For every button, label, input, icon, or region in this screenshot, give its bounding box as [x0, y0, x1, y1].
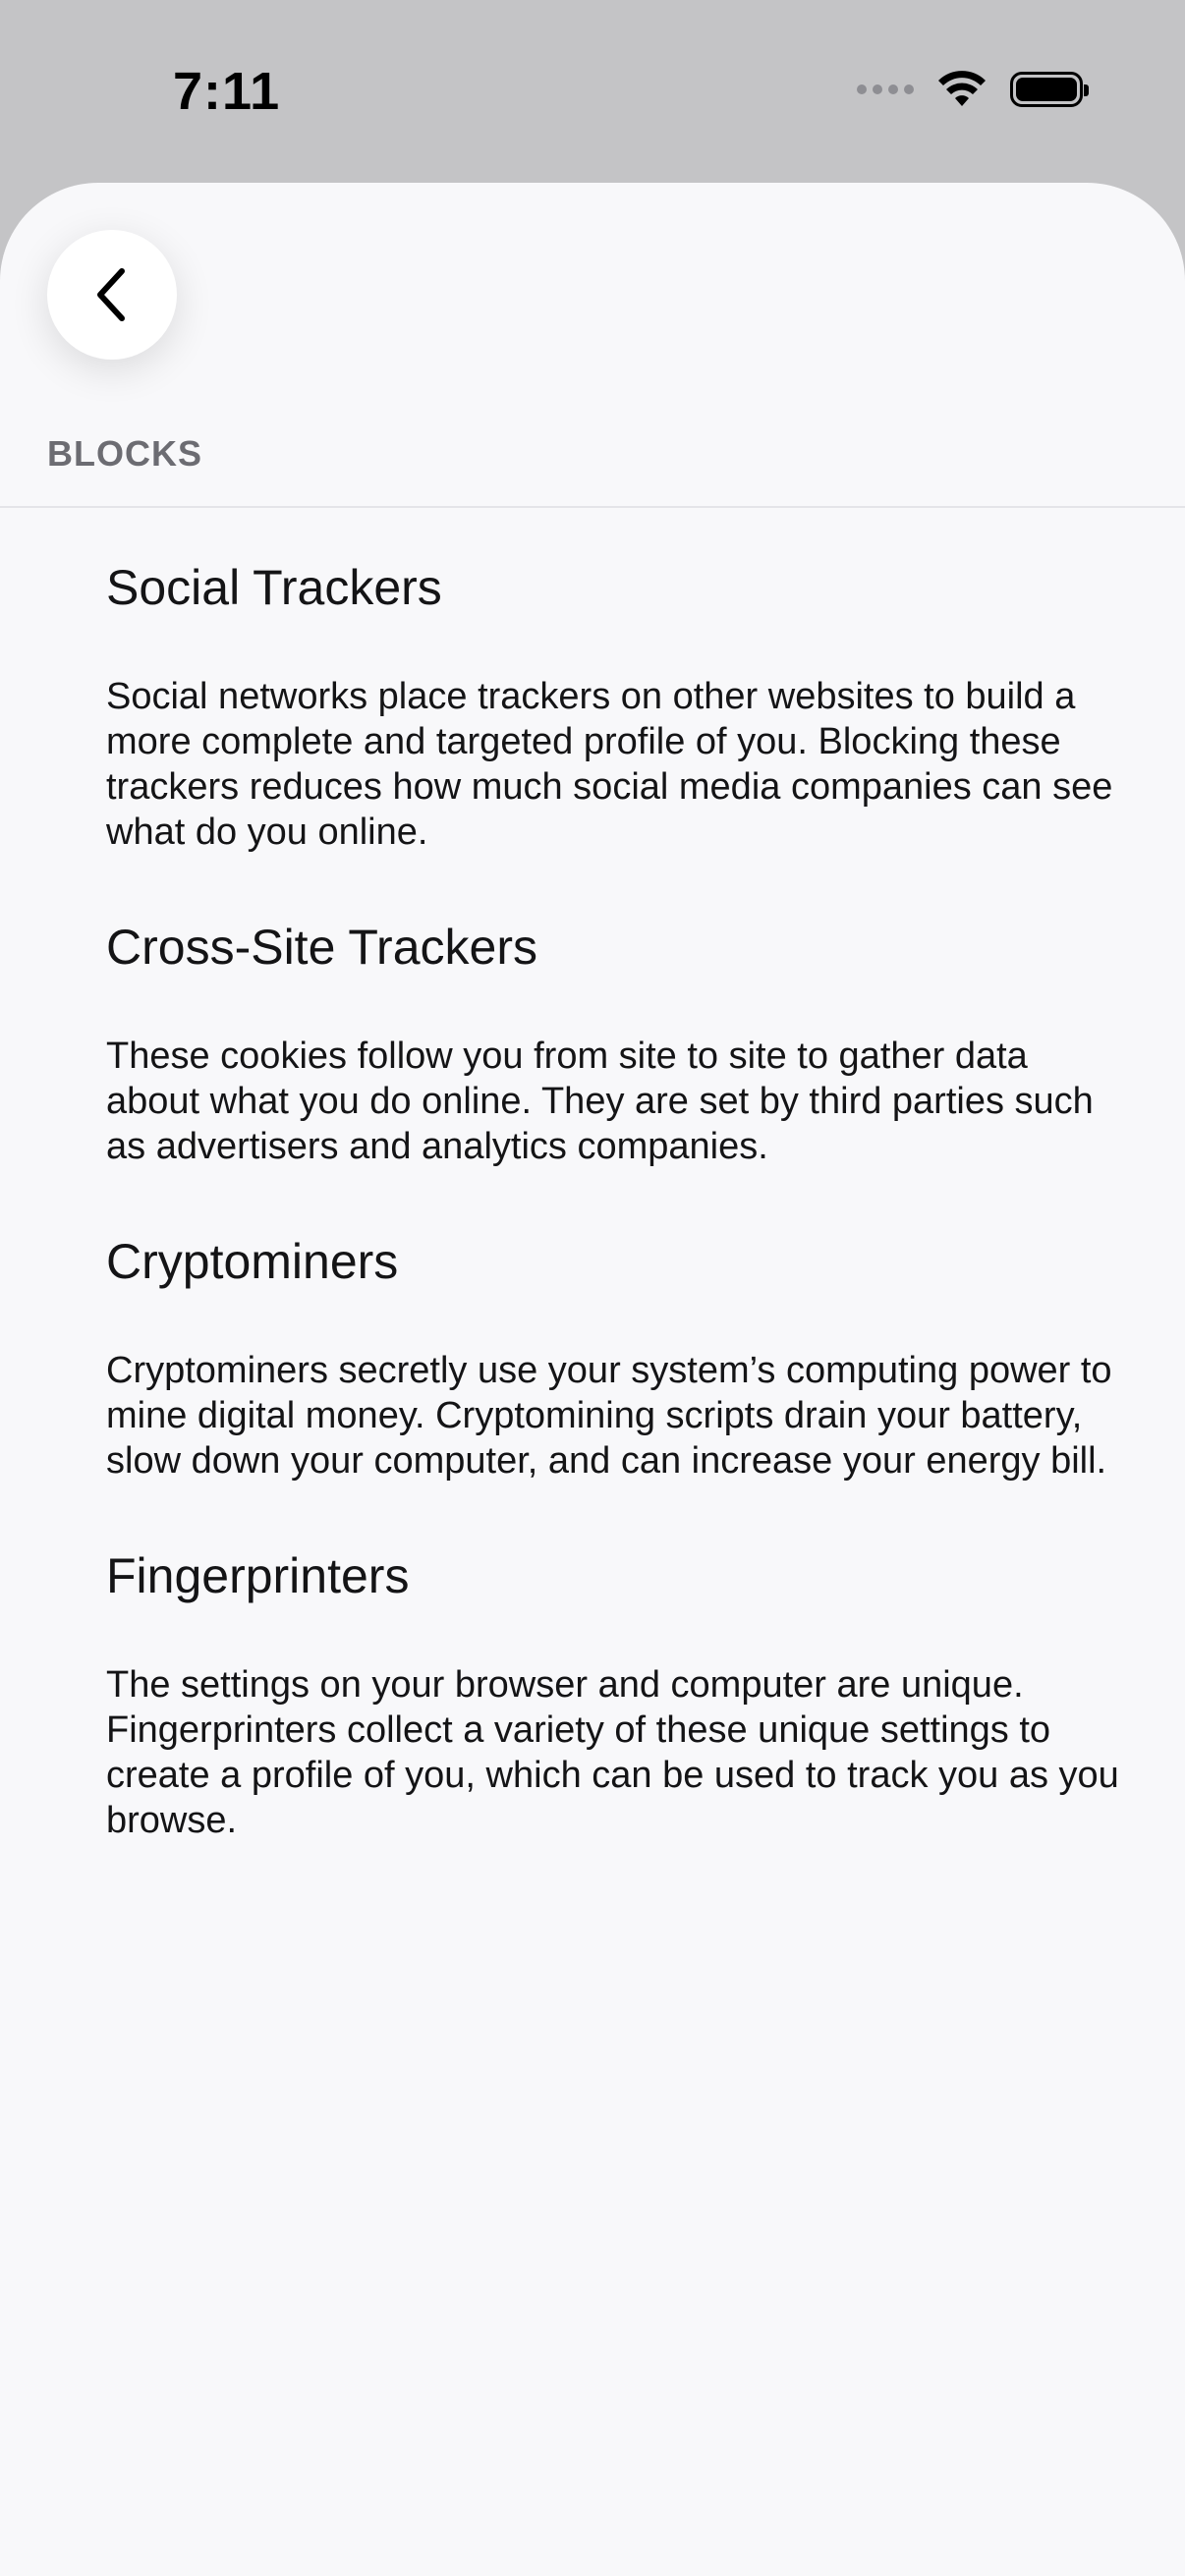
block-description: These cookies follow you from site to site to gather data about what you do online. They are set by third parties such as advertisers and analytics companies. [106, 1036, 1094, 1167]
wifi-icon [937, 71, 987, 108]
divider [0, 506, 1185, 508]
block-title: Fingerprinters [106, 1548, 410, 1603]
chevron-left-icon [92, 265, 132, 324]
block-description: The settings on your browser and computer are unique. Fingerprinters collect a variety of these unique settings to create a profile of you, which can be used to track you as you browse. [106, 1664, 1119, 1841]
status-indicators [857, 71, 1083, 108]
battery-icon [1010, 72, 1083, 107]
block-item-cross-site-trackers [106, 918, 1128, 1169]
status-time: 7:11 [173, 62, 281, 121]
status-bar [0, 0, 1185, 187]
block-title: Cryptominers [106, 1234, 399, 1289]
block-description: Cryptominers secretly use your system’s computing power to mine digital money. Cryptomining scripts drain your battery, slow down your computer, and can increase your energy bill. [106, 1350, 1112, 1482]
block-title: Social Trackers [106, 560, 442, 615]
blocks-sheet [0, 183, 1185, 2576]
block-title: Cross-Site Trackers [106, 920, 537, 975]
section-header: BLOCKS [47, 433, 202, 474]
back-button[interactable] [47, 230, 177, 360]
block-item-social-trackers [106, 558, 1128, 855]
block-item-fingerprinters [106, 1546, 1128, 1843]
block-item-cryptominers [106, 1232, 1128, 1484]
blocks-list [106, 558, 1128, 1906]
block-description: Social networks place trackers on other websites to build a more complete and targeted profile of you. Blocking these trackers reduces how much social media companies can see what do you online. [106, 676, 1113, 853]
signal-icon [857, 84, 914, 94]
